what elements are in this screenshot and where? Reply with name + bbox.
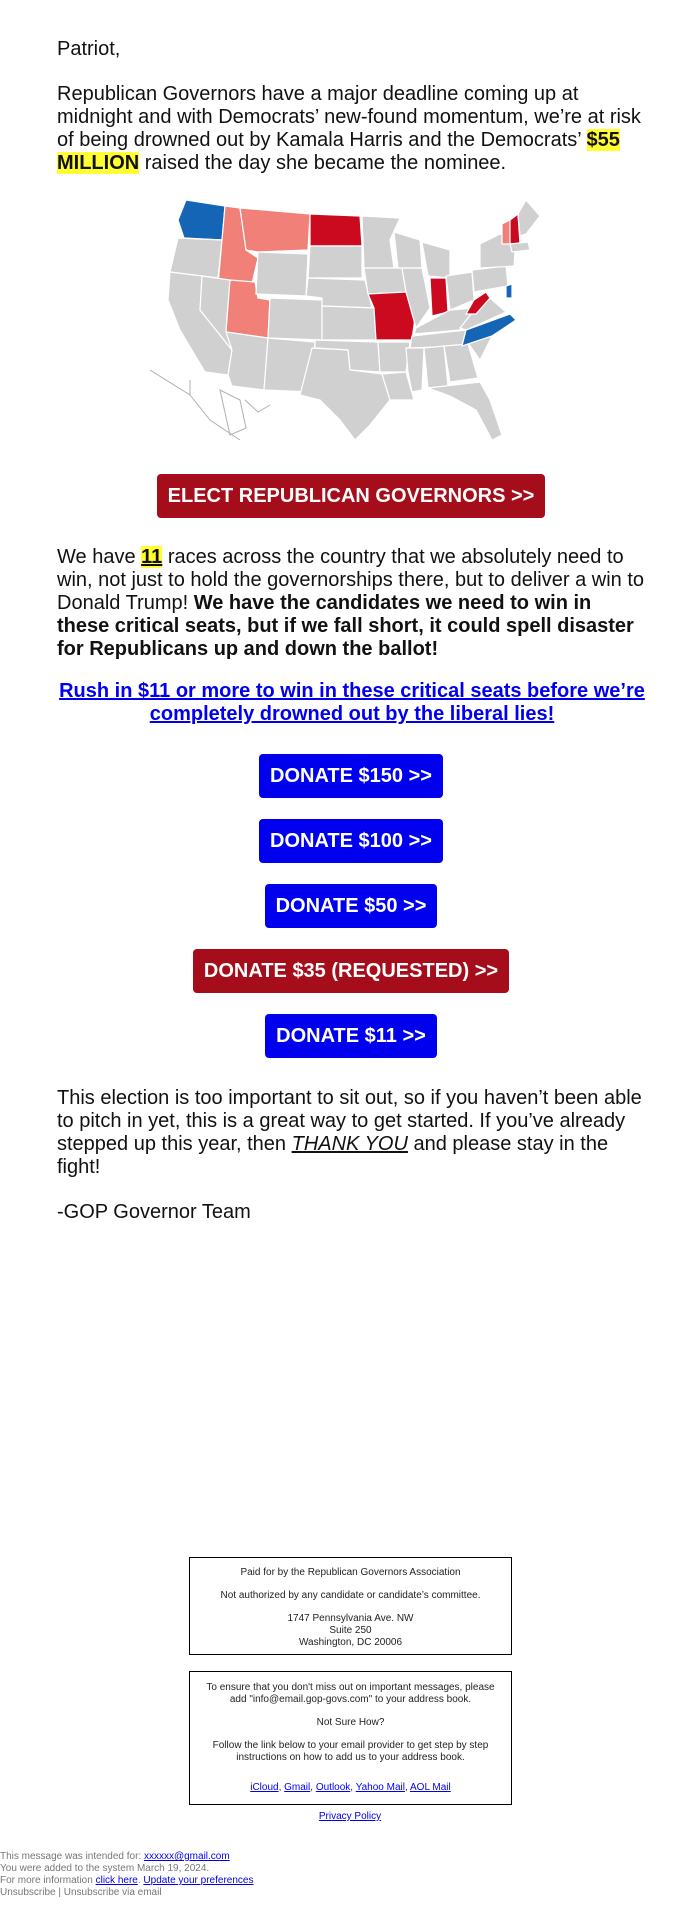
ensure-text: To ensure that you don't miss out on important messages, please add "info@email.gop-govs.com" to your address book. bbox=[206, 1682, 495, 1705]
not-authorized-text: Not authorized by any candidate or candidate’s committee. bbox=[220, 1590, 481, 1601]
map-state-pennsylvania bbox=[472, 266, 508, 292]
map-state-arizona bbox=[226, 332, 268, 390]
map-state-kansas bbox=[322, 306, 376, 340]
map-state-colorado bbox=[268, 298, 322, 340]
closing-text-end: and please stay in the fight! bbox=[57, 1133, 609, 1178]
address-book-box bbox=[189, 1671, 512, 1805]
us-governor-races-map bbox=[150, 200, 540, 445]
footer-more-info-line: For more information click here. Update your preferences bbox=[0, 1875, 254, 1886]
map-state-florida bbox=[428, 382, 502, 440]
donate-100-button[interactable]: DONATE $100 >> bbox=[259, 819, 443, 863]
footer-added-line: You were added to the system March 19, 2024. bbox=[0, 1863, 210, 1874]
privacy-policy-link[interactable]: Privacy Policy bbox=[318, 1811, 382, 1822]
not-sure-text: Not Sure How? bbox=[316, 1717, 385, 1728]
map-state-south-dakota bbox=[308, 246, 362, 278]
address-line-2: Suite 250 bbox=[329, 1625, 372, 1636]
map-state-arkansas bbox=[378, 342, 410, 372]
map-state-vermont bbox=[502, 220, 510, 244]
footer-intended-line bbox=[0, 1851, 230, 1863]
intro-paragraph bbox=[57, 83, 647, 175]
map-state-delaware bbox=[506, 284, 512, 298]
update-preferences-link[interactable]: Update your preferences bbox=[143, 1875, 254, 1886]
map-state-maine bbox=[518, 200, 540, 236]
yahoo-mail-link[interactable]: Yahoo Mail bbox=[355, 1782, 405, 1793]
intended-email-link[interactable]: xxxxxx@gmail.com bbox=[143, 1851, 230, 1862]
intro-text: Republican Governors have a major deadline coming up at midnight and with Democrats’ new-found momentum, we’re at risk of being drowned out by Kamala Harris and the Democrats’ bbox=[57, 83, 641, 151]
map-state-michigan bbox=[422, 242, 450, 278]
greeting: Patriot, bbox=[57, 38, 121, 60]
intro-text-end: raised the day she became the nominee. bbox=[139, 152, 507, 174]
map-state-iowa bbox=[364, 268, 406, 294]
paid-for-disclaimer-box bbox=[189, 1557, 512, 1655]
icloud-link[interactable]: iCloud bbox=[250, 1782, 279, 1793]
more-info-label: For more information bbox=[0, 1875, 96, 1886]
donate-50-button[interactable]: DONATE $50 >> bbox=[265, 884, 437, 928]
rush-donate-link[interactable]: Rush in $11 or more to win in these critical seats before we’re completely drowned out by the liberal lies! bbox=[59, 680, 645, 725]
map-state-north-dakota bbox=[310, 214, 362, 246]
map-state-massachusetts bbox=[510, 242, 530, 252]
closing-paragraph bbox=[57, 1087, 647, 1179]
thank-you-emphasis: THANK YOU bbox=[291, 1133, 408, 1155]
gmail-link[interactable]: Gmail bbox=[284, 1782, 311, 1793]
donate-150-button[interactable]: DONATE $150 >> bbox=[259, 754, 443, 798]
address-line-1: 1747 Pennsylvania Ave. NW bbox=[287, 1613, 414, 1624]
races-paragraph bbox=[57, 546, 647, 661]
address-line-3: Washington, DC 20006 bbox=[298, 1637, 403, 1648]
map-state-ohio bbox=[446, 272, 474, 310]
map-state-wisconsin bbox=[394, 232, 422, 268]
map-state-oregon bbox=[170, 238, 222, 278]
map-state-wyoming bbox=[256, 252, 308, 296]
races-text: We have bbox=[57, 546, 142, 568]
races-text-middle: races across the country that we absolutely need to win, not just to hold the governorships there, but to deliver a win to Donald Trump! bbox=[57, 546, 645, 614]
map-state-indiana bbox=[430, 278, 448, 316]
aol-mail-link[interactable]: AOL Mail bbox=[410, 1782, 451, 1793]
highlight-amount: $55 MILLION bbox=[57, 129, 620, 174]
intended-label: This message was intended for: bbox=[0, 1851, 144, 1862]
follow-text: Follow the link below to your email provider to get step by step instructions on how to add us to your address book. bbox=[212, 1740, 489, 1763]
signoff: -GOP Governor Team bbox=[57, 1201, 251, 1223]
map-state-montana bbox=[240, 208, 310, 252]
donate-35-requested-button[interactable]: DONATE $35 (REQUESTED) >> bbox=[193, 949, 509, 993]
footer-unsubscribe-line[interactable]: Unsubscribe | Unsubscribe via email bbox=[0, 1887, 162, 1898]
map-state-washington bbox=[178, 200, 225, 240]
email-provider-links: iCloud, Gmail, Outlook, Yahoo Mail, AOL Mail bbox=[250, 1782, 451, 1793]
paid-for-text: Paid for by the Republican Governors Association bbox=[240, 1567, 461, 1578]
closing-text: This election is too important to sit out, so if you haven’t been able to pitch in yet, this is a great way to get started. If you’ve already stepped up this year, then bbox=[57, 1087, 642, 1155]
elect-republican-governors-button[interactable]: ELECT REPUBLICAN GOVERNORS >> bbox=[157, 474, 545, 518]
donate-11-button[interactable]: DONATE $11 >> bbox=[265, 1014, 437, 1058]
outlook-link[interactable]: Outlook bbox=[315, 1782, 351, 1793]
map-state-alabama bbox=[424, 346, 448, 388]
highlight-race-count: 11 bbox=[141, 546, 163, 568]
races-bold-text: We have the candidates we need to win in these critical seats, but if we fall short, it could spell disaster for Republicans up and down the ballot! bbox=[57, 592, 634, 660]
email-body bbox=[57, 38, 647, 175]
click-here-link[interactable]: click here bbox=[95, 1875, 138, 1886]
map-state-minnesota bbox=[362, 216, 400, 268]
